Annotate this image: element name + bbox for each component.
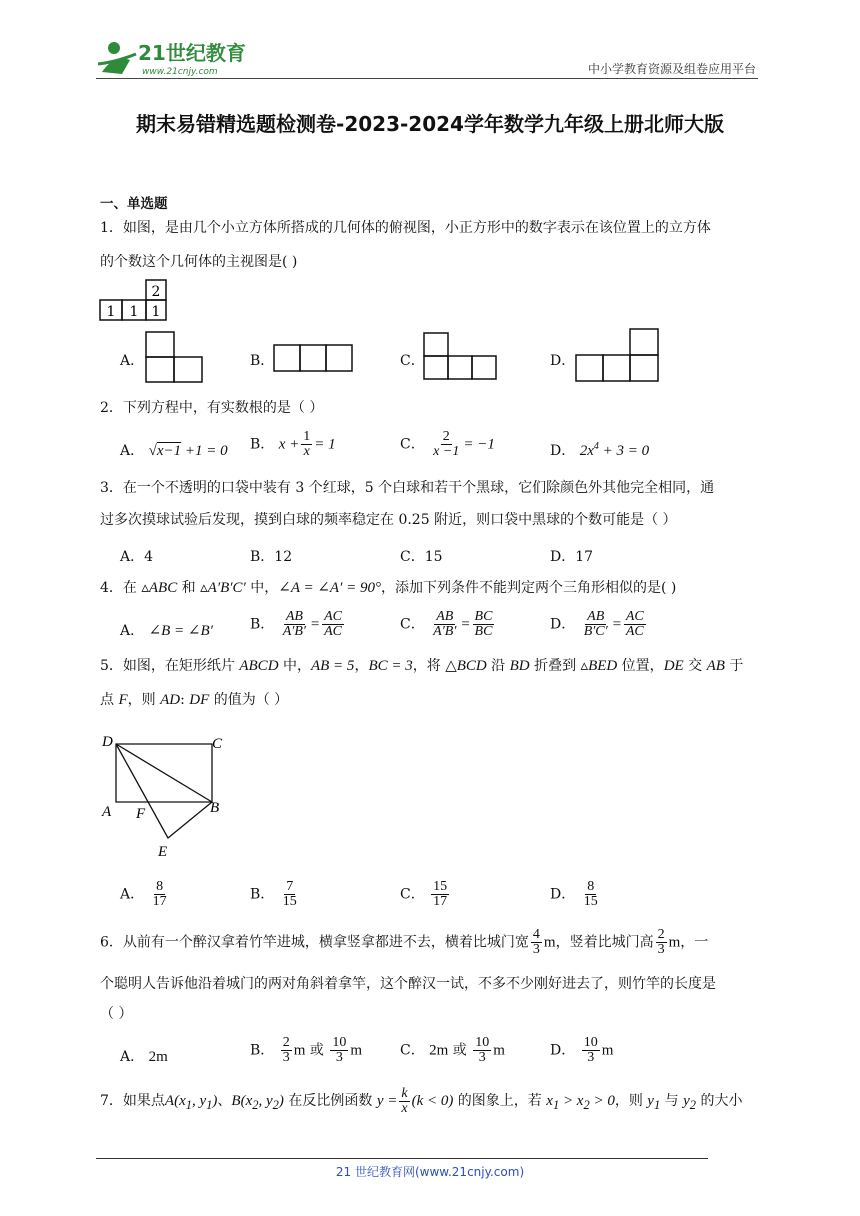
q3-option-d: D．17 <box>550 549 594 565</box>
q5-option-c-label: C． <box>400 886 425 903</box>
q3-line2: 过多次摸球试验后发现，摸到白球的频率稳定在 0.25 附近，则口袋中黑球的个数可能是（ ） <box>100 512 677 528</box>
q6-option-d: D． $\frac{10}{3}$ m <box>550 1035 614 1065</box>
point-f-label: F <box>136 806 146 822</box>
q2-option-c-label: C． <box>400 436 425 453</box>
q2-option-d: D． $2x^4 + 3 = 0$ <box>550 441 650 459</box>
q6-option-b-label: B． <box>250 1042 275 1059</box>
q4-option-c: C． $\frac{AB}{A'B'}$ = $\frac{BC}{BC}$ <box>400 609 493 639</box>
q6-option-b: B． $\frac{2}{3}$ m 或 $\frac{10}{3}$ m <box>250 1035 362 1065</box>
q2-option-d-label: D． <box>550 443 576 459</box>
q6-option-c-label: C． <box>400 1042 425 1059</box>
q4-option-a: A． ∠B = ∠B′ <box>120 623 213 639</box>
footer-divider <box>96 1158 708 1159</box>
q5-option-c: C． $\frac{15}{17}$ <box>400 879 448 909</box>
logo-graphic <box>96 34 266 80</box>
header-divider <box>96 78 758 79</box>
q5-line2: 点 F，则 AD: DF 的值为（ ） <box>100 692 289 708</box>
q4-option-b-label: B． <box>250 616 275 633</box>
q2-option-c: C． $\frac{2}{x -1}$ = −1 <box>400 429 495 459</box>
q1-line1: 1．如图，是由几个小立方体所搭成的几何体的俯视图，小正方形中的数字表示在该位置上的立方体 <box>100 220 711 236</box>
q4-option-d-label: D． <box>550 616 576 633</box>
q1-option-a-label: A． <box>120 353 145 369</box>
grid-cell-top: 2 <box>151 284 161 300</box>
q4-option-c-label: C． <box>400 616 425 633</box>
q5-option-b-label: B． <box>250 886 275 903</box>
q7-stem: 7．如果点$A(x_1$, $y_1$)、$B(x_2$, $y_2$) 在反比例函数 y = $\frac{k}{x}$ (k < 0) 的图象上，若 $x_1 > x_2 > 0$，则 $y_1$ 与 $y_2$ 的大小 <box>100 1085 743 1116</box>
q1-option-b-figure <box>272 343 354 373</box>
q5-line1: 5．如图，在矩形纸片 ABCD 中，AB = 5，BC = 3，将 △BCD 沿 BD 折叠到 ▵BED 位置，DE 交 AB 于 <box>100 658 744 674</box>
q1-option-b-label: B． <box>250 353 275 369</box>
q1-option-c-label: C． <box>400 353 425 369</box>
q3-line1: 3．在一个不透明的口袋中装有 3 个红球，5 个白球和若干个黑球，它们除颜色外其他完全相同，通 <box>100 480 715 496</box>
grid-cell-3: 1 <box>151 304 161 320</box>
q1-option-c-figure <box>422 331 498 381</box>
q3-option-b: B．12 <box>250 549 293 565</box>
q6-line1-part-b: ，竖着比城门高 <box>555 934 654 951</box>
q6-line1: 6．从前有一个醉汉拿着竹竿进城，横拿竖拿都进不去，横着比城门宽 $\frac{4}{3}$ m，竖着比城门高 $\frac{2}{3}$ m，一 <box>100 927 709 957</box>
point-c-label: C <box>212 736 223 752</box>
q4-option-a-label: A． <box>120 623 145 639</box>
q1-option-d-figure <box>574 327 660 383</box>
point-b-label: B <box>210 800 220 816</box>
page-title: 期末易错精选题检测卷-2023-2024学年数学九年级上册北师大版 <box>136 112 724 136</box>
q6-option-a-label: A． <box>120 1049 145 1065</box>
q2-stem: 2．下列方程中，有实数根的是（ ） <box>100 400 324 416</box>
q6-line3: （ ） <box>100 1006 133 1022</box>
q2-option-a-math: √x−1 +1 = 0 <box>148 443 228 459</box>
q5-option-a: A． $\frac{8}{17}$ <box>120 879 167 909</box>
section-heading: 一、单选题 <box>100 196 168 212</box>
q6-option-c: C． 2m 或 $\frac{10}{3}$ m <box>400 1035 505 1065</box>
q5-option-a-label: A． <box>120 886 145 903</box>
grid-cell-1: 1 <box>106 304 116 320</box>
q5-option-d-label: D． <box>550 886 576 903</box>
q6-option-a: A． 2m <box>120 1049 168 1065</box>
header-platform-text: 中小学教育资源及组卷应用平台 <box>587 62 756 76</box>
q5-rectangle-figure <box>98 728 238 864</box>
q4-option-d: D． $\frac{AB}{B'C'}$ = $\frac{AC}{AC}$ <box>550 609 644 639</box>
grid-cell-2: 1 <box>129 304 139 320</box>
logo-text: 21世纪教育 <box>138 41 246 65</box>
q6-option-d-label: D． <box>550 1042 576 1059</box>
q1-line2: 的个数这个几何体的主视图是( ) <box>100 254 298 270</box>
footer-link[interactable]: 21 世纪教育网(www.21cnjy.com) <box>335 1165 525 1179</box>
point-d-label: D <box>102 734 113 750</box>
q3-option-c: C．15 <box>400 549 443 565</box>
q6-line1-part-c: ，一 <box>680 934 709 951</box>
q3-option-a: A．4 <box>120 549 154 565</box>
q5-option-b: B． $\frac{7}{15}$ <box>250 879 297 909</box>
logo-url: www.21cnjy.com <box>142 67 218 77</box>
q1-option-a-figure <box>144 330 204 384</box>
q6-line1-part-a: 6．从前有一个醉汉拿着竹竿进城，横拿竖拿都进不去，横着比城门宽 <box>100 934 529 951</box>
q2-option-b: B． x + $\frac{1}{x}$ = 1 <box>250 429 336 459</box>
q1-top-view-grid <box>98 278 170 324</box>
q5-option-d: D． $\frac{8}{15}$ <box>550 879 598 909</box>
q6-line2: 个聪明人告诉他沿着城门的两对角斜着拿竿，这个醉汉一试，不多不少刚好进去了，则竹竿的长度是 <box>100 976 716 992</box>
q2-option-b-label: B． <box>250 436 275 453</box>
q4-option-b: B． $\frac{AB}{A'B'}$ = $\frac{AC}{AC}$ <box>250 609 342 639</box>
q2-option-a-label: A． <box>120 443 145 459</box>
point-a-label: A <box>102 804 112 820</box>
q7-prefix: 7．如果点 <box>100 1093 165 1109</box>
q2-option-a <box>120 440 228 460</box>
point-e-label: E <box>158 844 168 860</box>
q1-option-d-label: D． <box>550 353 576 369</box>
q4-stem: 4．在 ▵ABC 和 ▵A′B′C′ 中，∠A = ∠A′ = 90°，添加下列条件不能判定两个三角形相似的是( ) <box>100 580 677 596</box>
